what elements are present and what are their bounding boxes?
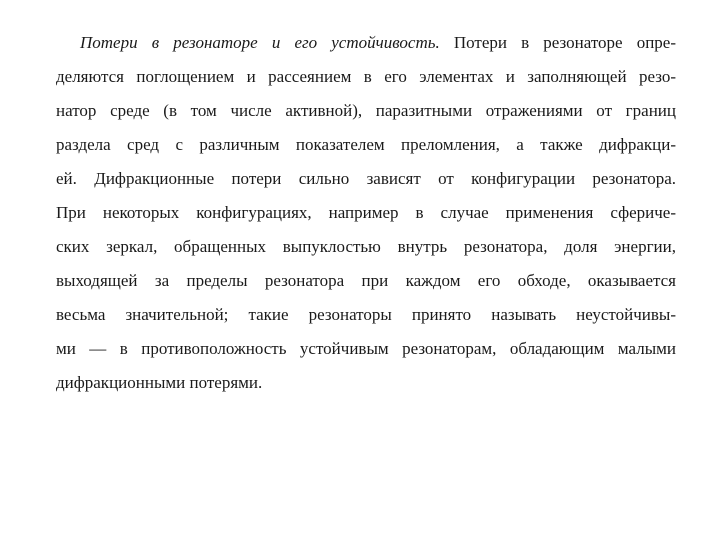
paragraph-text xyxy=(56,26,676,400)
text-line-9: весьма значительной; такие резонаторы принято называть неустойчивы- xyxy=(56,305,676,324)
text-line-3: натор среде (в том числе активной), паразитными отражениями от границ xyxy=(56,101,676,120)
text-line-10: ми — в противоположность устойчивым резонаторам, обладающим малыми xyxy=(56,339,676,358)
paragraph-heading: Потери в резонаторе и его устойчивость. xyxy=(80,33,440,52)
text-line-2: деляются поглощением и рассеянием в его элементах и заполняющей резо- xyxy=(56,67,676,86)
text-line-5: ей. Дифракционные потери сильно зависят от конфигурации резонатора. xyxy=(56,169,676,188)
text-line-6: При некоторых конфигурациях, например в случае применения сфериче- xyxy=(56,203,676,222)
text-line-1 xyxy=(56,26,676,60)
text-line-4: раздела сред с различным показателем преломления, а также дифракци- xyxy=(56,135,676,154)
text-line-1-rest: Потери в резонаторе опре- xyxy=(439,33,676,52)
text-line-11: дифракционными потерями. xyxy=(56,373,263,392)
text-line-8: выходящей за пределы резонатора при каждом его обходе, оказывается xyxy=(56,271,676,290)
text-line-7: ских зеркал, обращенных выпуклостью внутрь резонатора, доля энергии, xyxy=(56,237,676,256)
